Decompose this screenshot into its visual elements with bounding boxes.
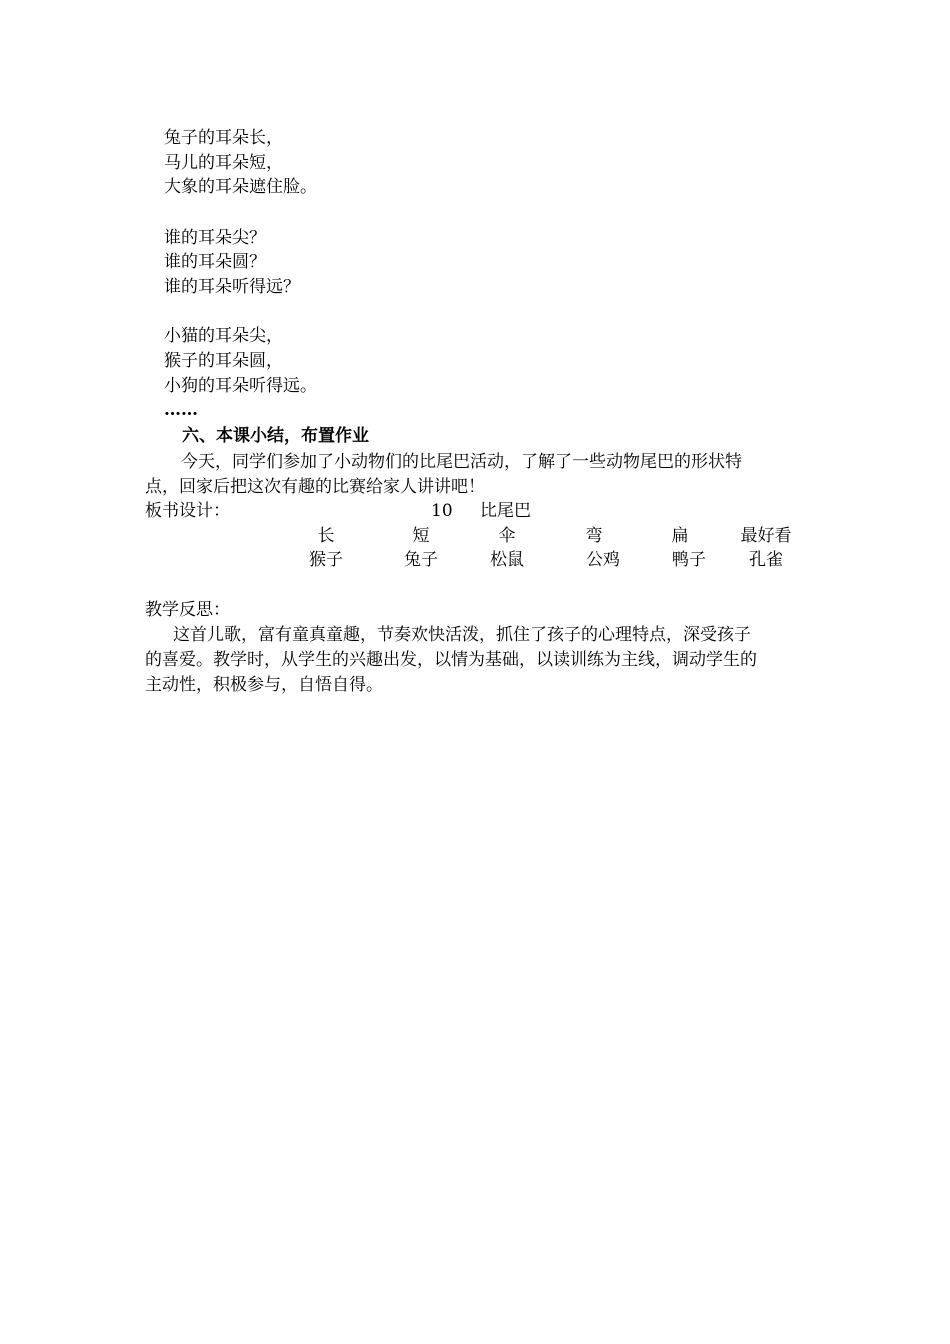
poem-line: 小猫的耳朵尖，	[164, 326, 283, 346]
board-word: 弯	[585, 526, 603, 546]
poem-line: 兔子的耳朵长，	[164, 128, 283, 148]
board-word: 最好看	[740, 526, 792, 546]
lesson-number: 10	[431, 501, 453, 521]
poem-line: 小狗的耳朵听得远。	[164, 376, 317, 396]
paragraph-line: 点，回家后把这次有趣的比赛给家人讲讲吧！	[145, 477, 485, 497]
section-heading: 六、本课小结，布置作业	[182, 426, 369, 446]
poem-line: 谁的耳朵尖？	[164, 228, 266, 248]
poem-line: 猴子的耳朵圆，	[164, 351, 283, 371]
board-animal: 兔子	[404, 550, 438, 570]
board-animal: 孔雀	[749, 550, 783, 570]
reflection-line: 的喜爱。教学时，从学生的兴趣出发，以情为基础，以读训练为主线，调动学生的	[145, 650, 757, 670]
board-word: 短	[412, 526, 430, 546]
board-word: 扁	[671, 526, 689, 546]
board-animal: 猴子	[309, 550, 343, 570]
reflection-label: 教学反思：	[145, 600, 230, 620]
board-word: 长	[317, 526, 335, 546]
board-label: 板书设计：	[145, 501, 230, 521]
poem-line: 谁的耳朵圆？	[164, 252, 266, 272]
board-word: 伞	[498, 526, 516, 546]
poem-ellipsis: ……	[164, 400, 198, 420]
poem-line: 谁的耳朵听得远？	[164, 277, 300, 297]
poem-line: 马儿的耳朵短，	[164, 153, 283, 173]
reflection-line: 这首儿歌，富有童真童趣，节奏欢快活泼，抓住了孩子的心理特点，深受孩子	[173, 625, 751, 645]
board-animal: 公鸡	[586, 550, 620, 570]
lesson-title: 比尾巴	[480, 501, 531, 521]
reflection-line: 主动性，积极参与，自悟自得。	[145, 675, 383, 695]
board-animal: 松鼠	[490, 550, 524, 570]
board-animal: 鸭子	[672, 550, 706, 570]
poem-line: 大象的耳朵遮住脸。	[164, 177, 317, 197]
paragraph-line: 今天，同学们参加了小动物们的比尾巴活动，了解了一些动物尾巴的形状特	[181, 452, 742, 472]
